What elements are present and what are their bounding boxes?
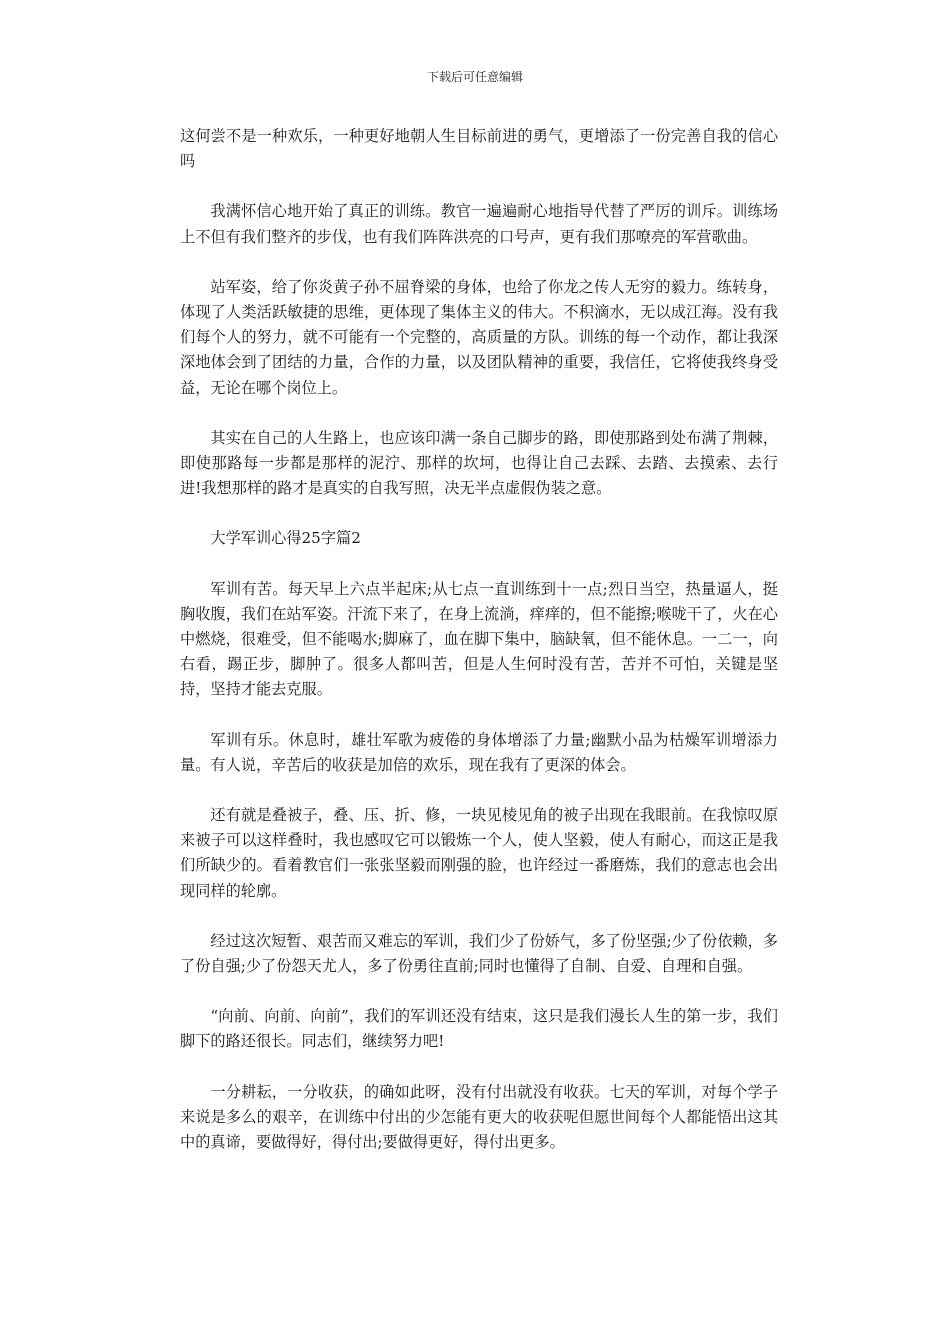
- paragraph-7: 还有就是叠被子，叠、压、折、修，一块见棱见角的被子出现在我眼前。在我惊叹原来被子可以这样叠时，我也感叹它可以锻炼一个人，使人坚毅，使人有耐心，而这正是我们所缺少的。看着教官们一张张坚毅而刚强的脸，也许经过一番磨炼，我们的意志也会出现同样的轮廓。: [180, 806, 778, 900]
- document-body: [180, 124, 778, 1180]
- paragraph-1: 这何尝不是一种欢乐，一种更好地朝人生目标前进的勇气，更增添了一份完善自我的信心吗: [180, 127, 778, 171]
- section-title: 大学军训心得25字篇2: [210, 529, 361, 548]
- paragraph-5: 军训有苦。每天早上六点半起床;从七点一直训练到十一点;烈日当空，热量逼人，挺胸收腹，我们在站军姿。汗流下来了，在身上流淌，痒痒的，但不能擦;喉咙干了，火在心中燃烧，很难受，但不能喝水;脚麻了，血在脚下集中，脑缺氧，但不能休息。一二一，向右看，踢正步，脚肿了。很多人都叫苦，但是人生何时没有苦，苦并不可怕，关键是坚持，坚持才能去克服。: [180, 579, 778, 699]
- paragraph-3: 站军姿，给了你炎黄子孙不屈脊梁的身体，也给了你龙之传人无穷的毅力。练转身，体现了人类活跃敏捷的思维，更体现了集体主义的伟大。不积滴水，无以成江海。没有我们每个人的努力，就不可能有一个完整的，高质量的方队。训练的每一个动作，都让我深深地体会到了团结的力量，合作的力量，以及团队精神的重要，我信任，它将使我终身受益，无论在哪个岗位上。: [180, 277, 778, 397]
- paragraph-6: 军训有乐。休息时，雄壮军歌为疲倦的身体增添了力量;幽默小品为枯燥军训增添力量。有人说，辛苦后的收获是加倍的欢乐，现在我有了更深的体会。: [180, 730, 778, 774]
- paragraph-2: 我满怀信心地开始了真正的训练。教官一遍遍耐心地指导代替了严厉的训斥。训练场上不但有我们整齐的步伐，也有我们阵阵洪亮的口号声，更有我们那嘹亮的军营歌曲。: [180, 202, 778, 246]
- page-header: 下载后可任意编辑: [426, 70, 523, 84]
- paragraph-8: 经过这次短暂、艰苦而又难忘的军训，我们少了份娇气，多了份坚强;少了份依赖，多了份自强;少了份怨天尤人，多了份勇往直前;同时也懂得了自制、自爱、自理和自强。: [180, 931, 778, 976]
- paragraph-10: 一分耕耘，一分收获，的确如此呀，没有付出就没有收获。七天的军训，对每个学子来说是多么的艰辛，在训练中付出的少怎能有更大的收获呢但愿世间每个人都能悟出这其中的真谛，要做得好，得付出;要做得更好，得付出更多。: [180, 1082, 778, 1152]
- paragraph-4: 其实在自己的人生路上，也应该印满一条自己脚步的路，即使那路到处布满了荆棘，即使那路每一步都是那样的泥泞、那样的坎坷，也得让自己去踩、去踏、去摸索、去行进!我想那样的路才是真实的自我写照，决无半点虚假伪装之意。: [180, 428, 778, 498]
- paragraph-9: “向前、向前、向前”，我们的军训还没有结束，这只是我们漫长人生的第一步，我们脚下的路还很长。同志们，继续努力吧!: [180, 1007, 778, 1051]
